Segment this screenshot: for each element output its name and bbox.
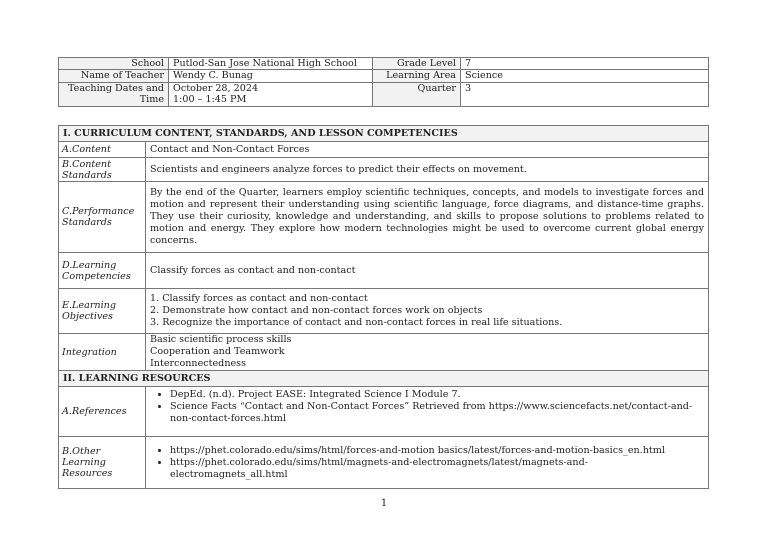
dates-label-line2: Time	[139, 94, 164, 106]
date-value: October 28, 2024	[173, 82, 259, 94]
integration-item: Interconnectedness	[150, 358, 247, 369]
reference-item: • Science Facts “Contact and Non-Contact Forces” Retrieved from https://www.sciencefacts.net/contact-and-non-contact-forces.html	[170, 401, 704, 425]
section1-title: I. CURRICULUM CONTENT, STANDARDS, AND LESSON COMPETENCIES	[59, 126, 709, 142]
other-resources-label: B.Other Learning Resources	[59, 437, 146, 489]
time-value: 1:00 – 1:45 PM	[173, 94, 247, 106]
lesson-plan-table	[58, 125, 709, 489]
resource-link[interactable]: • https://phet.colorado.edu/sims/html/forces-and-motion basics/latest/forces-and-motion-basics_en.html	[170, 445, 704, 457]
content-standards-label: B.Content Standards	[59, 158, 146, 182]
objectives-list	[146, 289, 709, 334]
content-label: A.Content	[59, 142, 146, 158]
integration-item: Basic scientific process skills	[150, 334, 292, 345]
teacher-value: Wendy C. Bunag	[169, 70, 373, 82]
dates-label-line1: Teaching Dates and	[68, 82, 164, 94]
competencies-value: Classify forces as contact and non-contact	[146, 253, 709, 289]
dates-value	[169, 82, 373, 106]
teacher-label: Name of Teacher	[59, 70, 169, 82]
content-value: Contact and Non-Contact Forces	[146, 142, 709, 158]
resource-link[interactable]: • https://phet.colorado.edu/sims/html/magnets-and-electromagnets/latest/magnets-and-electromagnets_all.html	[170, 457, 704, 481]
content-standards-value: Scientists and engineers analyze forces to predict their effects on movement.	[146, 158, 709, 182]
quarter-value: 3	[461, 82, 709, 106]
objectives-label: E.Learning Objectives	[59, 289, 146, 334]
references-list	[146, 387, 709, 437]
references-label: A.References	[59, 387, 146, 437]
performance-standards-value: By the end of the Quarter, learners employ scientific techniques, concepts, and models to investigate forces and motion and represent their understanding using scientific language, force diagrams, and distance-time graphs. They use their curiosity, knowledge and understanding, and skills to propose solutions to problems related to motion and energy. They explore how modern technologies might be used to overcome current global energy concerns.	[146, 182, 709, 253]
header-info-table	[58, 57, 709, 107]
dates-label	[59, 82, 169, 106]
integration-item: Cooperation and Teamwork	[150, 346, 285, 357]
competencies-label: D.Learning Competencies	[59, 253, 146, 289]
objective-item: 3. Recognize the importance of contact and non-contact forces in real life situations.	[150, 317, 563, 328]
school-value: Putlod-San Jose National High School	[169, 58, 373, 70]
area-value: Science	[461, 70, 709, 82]
integration-label: Integration	[59, 334, 146, 371]
grade-value: 7	[461, 58, 709, 70]
other-resources-list	[146, 437, 709, 489]
section2-title: II. LEARNING RESOURCES	[59, 371, 709, 387]
quarter-label: Quarter	[373, 82, 461, 106]
objective-item: 2. Demonstrate how contact and non-contact forces work on objects	[150, 305, 483, 316]
integration-list	[146, 334, 709, 371]
performance-standards-label: C.Performance Standards	[59, 182, 146, 253]
reference-item: • DepEd. (n.d). Project EASE: Integrated Science I Module 7.	[170, 389, 704, 401]
objective-item: 1. Classify forces as contact and non-contact	[150, 293, 368, 304]
school-label: School	[59, 58, 169, 70]
area-label: Learning Area	[373, 70, 461, 82]
grade-label: Grade Level	[373, 58, 461, 70]
page-number: 1	[380, 498, 388, 509]
